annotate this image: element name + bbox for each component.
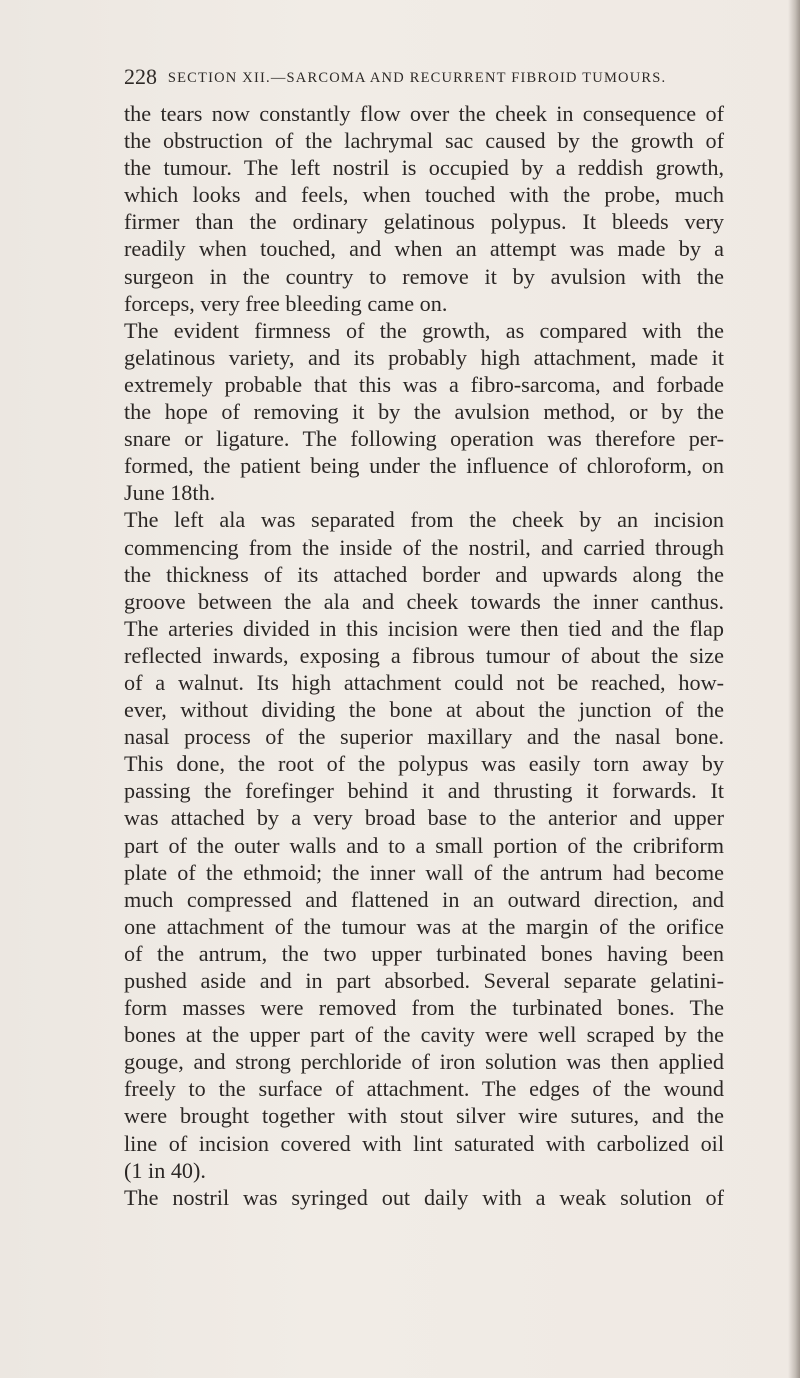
text-line: of the antrum, the two upper turbinated bones having been — [124, 940, 724, 966]
text-line: which looks and feels, when touched with the probe, much — [124, 182, 724, 208]
text-line: The arteries divided in this incision were then tied and the flap — [124, 615, 724, 641]
text-line: passing the forefinger behind it and thrusting it forwards. It — [124, 778, 724, 804]
text-line: were brought together with stout silver wire sutures, and the — [124, 1103, 724, 1129]
text-line: the tumour. The left nostril is occupied by a reddish growth, — [124, 155, 724, 181]
text-line: one attachment of the tumour was at the margin of the orifice — [124, 913, 724, 939]
running-header — [124, 64, 724, 90]
text-line: the thickness of its attached border and upwards along the — [124, 561, 724, 587]
text-line: nasal process of the superior maxillary and the nasal bone. — [124, 724, 724, 750]
text-line: form masses were removed from the turbinated bones. The — [124, 995, 724, 1021]
text-line: gouge, and strong perchloride of iron solution was then applied — [124, 1049, 724, 1075]
text-line: line of incision covered with lint saturated with carbolized oil — [124, 1130, 724, 1156]
running-title: SECTION XII.—SARCOMA AND RECURRENT FIBROID TUMOURS. — [167, 70, 667, 86]
text-line: ever, without dividing the bone at about the junction of the — [124, 697, 724, 723]
text-line: plate of the ethmoid; the inner wall of the antrum had become — [124, 859, 724, 885]
text-line: formed, the patient being under the influence of chloroform, on — [124, 453, 724, 479]
text-line: groove between the ala and cheek towards the inner canthus. — [124, 588, 724, 614]
text-line: The nostril was syringed out daily with a weak solution of — [124, 1184, 724, 1210]
page-number: 228 — [124, 64, 157, 89]
text-line: much compressed and flattened in an outward direction, and — [124, 886, 724, 912]
text-line: reflected inwards, exposing a fibrous tumour of about the size — [124, 642, 724, 668]
text-line: snare or ligature. The following operation was therefore per- — [124, 426, 724, 452]
text-line: part of the outer walls and to a small portion of the cribriform — [124, 832, 724, 858]
text-line: extremely probable that this was a fibro-sarcoma, and forbade — [124, 371, 724, 397]
page-edge-shadow — [788, 0, 800, 1378]
text-line: gelatinous variety, and its probably high attachment, made it — [124, 344, 724, 370]
text-line: The evident firmness of the growth, as compared with the — [124, 317, 724, 343]
text-line: the tears now constantly flow over the cheek in consequence of — [124, 101, 724, 126]
text-line: This done, the root of the polypus was easily torn away by — [124, 751, 724, 777]
text-line: firmer than the ordinary gelatinous polypus. It bleeds very — [124, 209, 724, 235]
text-line: pushed aside and in part absorbed. Several separate gelatini- — [124, 968, 724, 993]
text-line: freely to the surface of attachment. The edges of the wound — [124, 1076, 724, 1102]
text-line: The left ala was separated from the cheek by an incision — [124, 507, 724, 533]
body-text — [124, 100, 724, 1211]
text-line: (1 in 40). — [124, 1157, 206, 1183]
text-line: readily when touched, and when an attempt was made by a — [124, 236, 724, 262]
text-line: June 18th. — [124, 480, 216, 506]
text-line: the hope of removing it by the avulsion method, or by the — [124, 399, 724, 425]
text-line: forceps, very free bleeding came on. — [124, 290, 448, 316]
text-line: of a walnut. Its high attachment could not be reached, how- — [124, 669, 724, 695]
text-line: surgeon in the country to remove it by avulsion with the — [124, 263, 724, 289]
text-line: bones at the upper part of the cavity were well scraped by the — [124, 1022, 724, 1048]
text-line: the obstruction of the lachrymal sac caused by the growth of — [124, 128, 724, 154]
text-line: commencing from the inside of the nostril, and carried through — [124, 534, 724, 560]
text-line: was attached by a very broad base to the anterior and upper — [124, 805, 724, 831]
